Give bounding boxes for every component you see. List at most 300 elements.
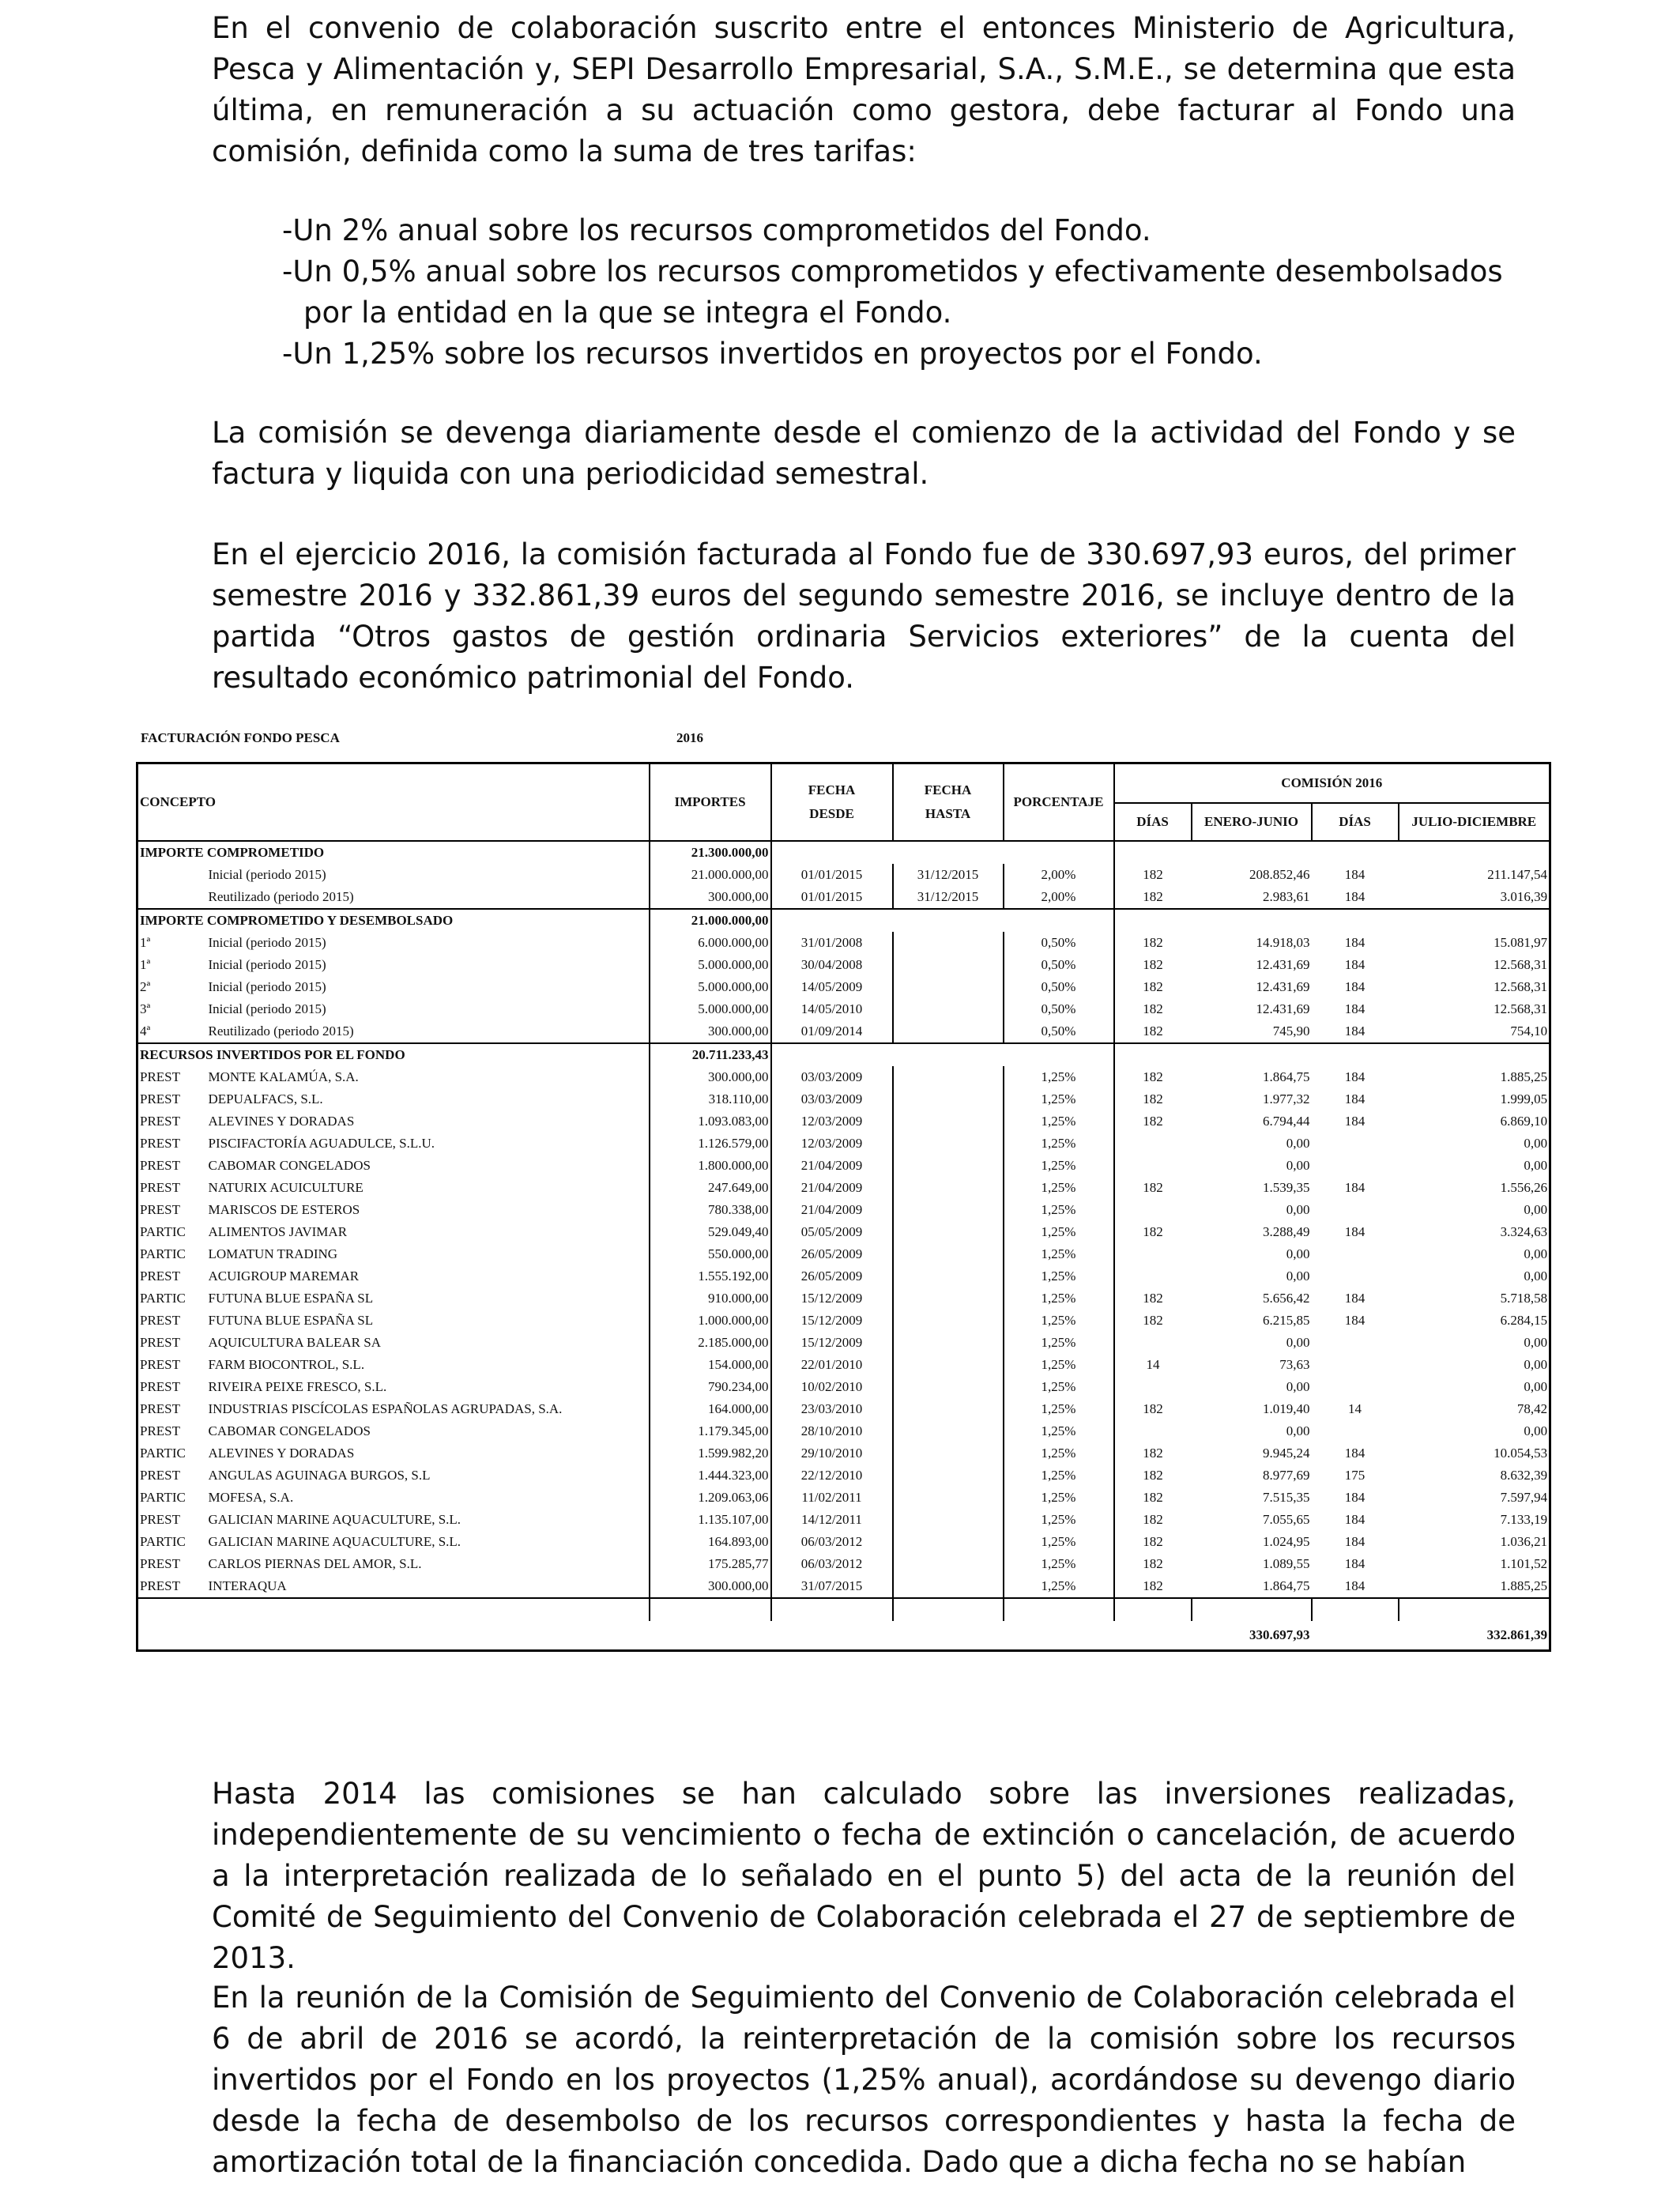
row-fecha-hasta xyxy=(893,1265,1004,1287)
row-importe: 247.649,00 xyxy=(650,1177,771,1199)
empty-cell xyxy=(1192,841,1312,864)
row-julio-diciembre: 12.568,31 xyxy=(1494,957,1548,972)
row-type: PREST xyxy=(140,1114,181,1129)
row-importe: 2.185.000,00 xyxy=(650,1332,771,1354)
row-type: PREST xyxy=(140,1468,181,1483)
row-dias-2: 175 xyxy=(1344,1468,1365,1483)
row-type: PARTIC xyxy=(140,1246,186,1261)
row-importe: 21.000.000,00 xyxy=(650,864,771,886)
row-porcentaje: 1,25% xyxy=(1004,1088,1114,1110)
empty-cell xyxy=(893,909,1004,932)
row-importe: 1.599.982,20 xyxy=(650,1442,771,1465)
row-concept: FUTUNA BLUE ESPAÑA SL xyxy=(208,1313,374,1328)
paragraph-hasta-2014: Hasta 2014 las comisiones se han calculado sobre las inversiones realizadas, independientemente de su vencimiento o fecha de extinción o cancelación, de acuerdo a la interpretación realizada de lo señalado en el punto 5) del acta de la reunión del Comité de Seguimiento del Convenio de Colaboración celebrada el 27 de septiembre de 2013. xyxy=(212,1777,1516,1975)
row-porcentaje: 1,25% xyxy=(1004,1465,1114,1487)
empty-cell xyxy=(893,1043,1004,1066)
row-dias-2: 184 xyxy=(1344,1578,1365,1593)
row-enero-junio: 1.024,95 xyxy=(1263,1534,1310,1549)
row-importe: 5.000.000,00 xyxy=(650,976,771,998)
row-fecha-desde: 01/01/2015 xyxy=(771,886,893,909)
row-dias-2 xyxy=(1312,1133,1399,1155)
row-fecha-desde: 06/03/2012 xyxy=(771,1553,893,1575)
row-julio-diciembre: 7.597,94 xyxy=(1500,1490,1548,1505)
table-row xyxy=(137,1575,1550,1598)
table-row xyxy=(137,1155,1550,1177)
table-row xyxy=(137,1243,1550,1265)
row-dias-1: 182 xyxy=(1114,1442,1192,1465)
row-type: PREST xyxy=(140,1091,181,1106)
row-enero-junio: 1.089,55 xyxy=(1263,1556,1310,1571)
row-enero-junio: 1.019,40 xyxy=(1263,1401,1310,1416)
row-julio-diciembre: 1.999,05 xyxy=(1500,1091,1548,1106)
row-fecha-desde: 29/10/2010 xyxy=(771,1442,893,1465)
empty-cell xyxy=(1004,909,1114,932)
row-dias-1 xyxy=(1114,1199,1192,1221)
table-row xyxy=(137,1177,1550,1199)
table-row xyxy=(137,1398,1550,1420)
row-fecha-hasta xyxy=(893,1332,1004,1354)
row-fecha-desde: 12/03/2009 xyxy=(771,1110,893,1133)
row-concept: CARLOS PIERNAS DEL AMOR, S.L. xyxy=(208,1556,422,1571)
section-title: IMPORTE COMPROMETIDO xyxy=(137,841,650,864)
row-enero-junio: 0,00 xyxy=(1286,1379,1310,1394)
row-porcentaje: 1,25% xyxy=(1004,1066,1114,1088)
row-dias-2: 184 xyxy=(1344,1023,1365,1039)
row-porcentaje: 0,50% xyxy=(1004,932,1114,954)
row-type: PREST xyxy=(140,1313,181,1328)
row-fecha-hasta xyxy=(893,954,1004,976)
table-row xyxy=(137,1332,1550,1354)
row-fecha-desde: 14/05/2010 xyxy=(771,998,893,1020)
row-dias-2: 184 xyxy=(1344,979,1365,994)
section-total: 21.000.000,00 xyxy=(650,909,771,932)
row-porcentaje: 1,25% xyxy=(1004,1376,1114,1398)
paragraph-convenio: En el convenio de colaboración suscrito entre el entonces Ministerio de Agricultura, Pesca y Alimentación y, SEPI Desarrollo Empresarial, S.A., S.M.E., se determina que esta última, en remuneración a su actuación como gestora, debe facturar al Fondo una comisión, definida como la suma de tres tarifas: xyxy=(212,11,1516,168)
row-enero-junio: 0,00 xyxy=(1286,1246,1310,1261)
row-julio-diciembre: 3.324,63 xyxy=(1500,1224,1548,1239)
row-type: PREST xyxy=(140,1401,181,1416)
row-importe: 164.893,00 xyxy=(650,1531,771,1553)
row-dias-2: 184 xyxy=(1344,1224,1365,1239)
row-enero-junio: 12.431,69 xyxy=(1256,1001,1310,1016)
row-julio-diciembre: 754,10 xyxy=(1510,1023,1548,1039)
row-julio-diciembre: 8.632,39 xyxy=(1500,1468,1548,1483)
row-importe: 780.338,00 xyxy=(650,1199,771,1221)
row-concept: ALIMENTOS JAVIMAR xyxy=(208,1224,348,1239)
row-fecha-hasta xyxy=(893,932,1004,954)
row-dias-2: 184 xyxy=(1344,1490,1365,1505)
facturacion-table xyxy=(136,762,1551,1652)
row-julio-diciembre: 0,00 xyxy=(1524,1246,1548,1261)
table-header xyxy=(137,763,1550,842)
row-porcentaje: 1,25% xyxy=(1004,1553,1114,1575)
row-dias-2: 184 xyxy=(1344,1446,1365,1461)
row-importe: 164.000,00 xyxy=(650,1398,771,1420)
empty-cell xyxy=(771,1043,893,1066)
row-fecha-hasta xyxy=(893,1575,1004,1598)
row-dias-1: 182 xyxy=(1114,1575,1192,1598)
row-porcentaje: 1,25% xyxy=(1004,1442,1114,1465)
row-concept: RIVEIRA PEIXE FRESCO, S.L. xyxy=(208,1379,387,1394)
row-dias-1: 182 xyxy=(1114,1287,1192,1310)
row-fecha-hasta xyxy=(893,1110,1004,1133)
row-enero-junio: 1.977,32 xyxy=(1263,1091,1310,1106)
row-dias-2: 184 xyxy=(1344,889,1365,904)
row-concept: Inicial (periodo 2015) xyxy=(208,957,326,972)
row-julio-diciembre: 0,00 xyxy=(1524,1357,1548,1372)
row-type: PREST xyxy=(140,1136,181,1151)
row-enero-junio: 0,00 xyxy=(1286,1269,1310,1284)
row-dias-2 xyxy=(1312,1243,1399,1265)
row-enero-junio: 2.983,61 xyxy=(1263,889,1310,904)
row-porcentaje: 1,25% xyxy=(1004,1177,1114,1199)
row-importe: 300.000,00 xyxy=(650,1575,771,1598)
row-dias-1: 182 xyxy=(1114,998,1192,1020)
empty-cell xyxy=(1004,841,1114,864)
row-type: PREST xyxy=(140,1335,181,1350)
row-julio-diciembre: 3.016,39 xyxy=(1500,889,1548,904)
section-header-row xyxy=(137,909,1550,932)
row-julio-diciembre: 211.147,54 xyxy=(1487,867,1548,882)
table-row xyxy=(137,1310,1550,1332)
row-fecha-desde: 31/07/2015 xyxy=(771,1575,893,1598)
row-dias-2: 184 xyxy=(1344,1180,1365,1195)
header-importes: IMPORTES xyxy=(650,763,771,842)
table-row xyxy=(137,1487,1550,1509)
row-enero-junio: 73,63 xyxy=(1279,1357,1310,1372)
row-porcentaje: 1,25% xyxy=(1004,1287,1114,1310)
section-total: 21.300.000,00 xyxy=(650,841,771,864)
row-fecha-desde: 21/04/2009 xyxy=(771,1199,893,1221)
row-type: PREST xyxy=(140,1069,181,1084)
row-fecha-hasta xyxy=(893,1133,1004,1155)
row-enero-junio: 7.055,65 xyxy=(1263,1512,1310,1527)
row-fecha-hasta xyxy=(893,1199,1004,1221)
row-dias-1 xyxy=(1114,1376,1192,1398)
empty-cell xyxy=(771,841,893,864)
row-fecha-desde: 10/02/2010 xyxy=(771,1376,893,1398)
row-enero-junio: 5.656,42 xyxy=(1263,1291,1310,1306)
row-porcentaje: 1,25% xyxy=(1004,1354,1114,1376)
row-concept: Inicial (periodo 2015) xyxy=(208,1001,326,1016)
paragraph-ejercicio-2016: En el ejercicio 2016, la comisión facturada al Fondo fue de 330.697,93 euros, del primer semestre 2016 y 332.861,39 euros del segundo semestre 2016, se incluye dentro de la partida “Otros gastos de gestión ordinaria Servicios exteriores” de la cuenta del resultado económico patrimonial del Fondo. xyxy=(212,537,1516,695)
row-importe: 550.000,00 xyxy=(650,1243,771,1265)
row-enero-junio: 1.864,75 xyxy=(1263,1578,1310,1593)
row-dias-1: 182 xyxy=(1114,976,1192,998)
empty-cell xyxy=(1192,1043,1312,1066)
row-fecha-hasta xyxy=(893,1354,1004,1376)
row-porcentaje: 0,50% xyxy=(1004,954,1114,976)
row-fecha-desde: 30/04/2008 xyxy=(771,954,893,976)
row-dias-2: 184 xyxy=(1344,1534,1365,1549)
bullet-tarifa-125: -Un 1,25% sobre los recursos invertidos en proyectos por el Fondo. xyxy=(282,337,1263,371)
table-row xyxy=(137,1465,1550,1487)
row-fecha-hasta xyxy=(893,1420,1004,1442)
row-concept: AQUICULTURA BALEAR SA xyxy=(208,1335,382,1350)
row-fecha-desde: 22/12/2010 xyxy=(771,1465,893,1487)
row-fecha-hasta xyxy=(893,1442,1004,1465)
row-fecha-desde: 14/12/2011 xyxy=(771,1509,893,1531)
header-comision-2016: COMISIÓN 2016 xyxy=(1114,763,1550,804)
row-type: PREST xyxy=(140,1379,181,1394)
row-concept: ALEVINES Y DORADAS xyxy=(208,1446,355,1461)
row-fecha-hasta: 31/12/2015 xyxy=(893,886,1004,909)
row-concept: INDUSTRIAS PISCÍCOLAS ESPAÑOLAS AGRUPADAS, S.A. xyxy=(208,1401,563,1416)
row-fecha-hasta xyxy=(893,976,1004,998)
row-enero-junio: 6.215,85 xyxy=(1263,1313,1310,1328)
row-concept: Reutilizado (periodo 2015) xyxy=(208,1023,354,1039)
row-enero-junio: 745,90 xyxy=(1272,1023,1310,1039)
row-importe: 1.444.323,00 xyxy=(650,1465,771,1487)
row-concept: ALEVINES Y DORADAS xyxy=(208,1114,355,1129)
row-fecha-desde: 05/05/2009 xyxy=(771,1221,893,1243)
row-concept: PISCIFACTORÍA AGUADULCE, S.L.U. xyxy=(208,1136,435,1151)
row-dias-1: 182 xyxy=(1114,1398,1192,1420)
row-dias-2: 184 xyxy=(1344,1512,1365,1527)
header-dias-2: DÍAS xyxy=(1312,803,1399,841)
row-porcentaje: 1,25% xyxy=(1004,1243,1114,1265)
row-fecha-desde: 03/03/2009 xyxy=(771,1088,893,1110)
row-julio-diciembre: 15.081,97 xyxy=(1494,935,1548,950)
row-dias-2: 184 xyxy=(1344,867,1365,882)
row-importe: 6.000.000,00 xyxy=(650,932,771,954)
row-enero-junio: 3.288,49 xyxy=(1263,1224,1310,1239)
row-porcentaje: 1,25% xyxy=(1004,1221,1114,1243)
row-dias-2: 184 xyxy=(1344,1313,1365,1328)
row-importe: 5.000.000,00 xyxy=(650,998,771,1020)
empty-cell xyxy=(1399,841,1550,864)
row-julio-diciembre: 1.556,26 xyxy=(1500,1180,1548,1195)
row-dias-1: 182 xyxy=(1114,954,1192,976)
row-concept: ANGULAS AGUINAGA BURGOS, S.L xyxy=(208,1468,431,1483)
row-dias-1 xyxy=(1114,1243,1192,1265)
row-julio-diciembre: 0,00 xyxy=(1524,1136,1548,1151)
row-fecha-hasta xyxy=(893,1553,1004,1575)
row-porcentaje: 1,25% xyxy=(1004,1199,1114,1221)
row-type: 4ª xyxy=(140,1023,151,1039)
row-porcentaje: 1,25% xyxy=(1004,1420,1114,1442)
row-dias-2 xyxy=(1312,1376,1399,1398)
row-enero-junio: 12.431,69 xyxy=(1256,979,1310,994)
row-concept: INTERAQUA xyxy=(208,1578,287,1593)
section-header-row xyxy=(137,1043,1550,1066)
row-type: 2ª xyxy=(140,979,151,994)
row-dias-2: 184 xyxy=(1344,1114,1365,1129)
header-enero-junio: ENERO-JUNIO xyxy=(1192,803,1312,841)
row-fecha-hasta xyxy=(893,1376,1004,1398)
row-concept: Reutilizado (periodo 2015) xyxy=(208,889,354,904)
row-porcentaje: 2,00% xyxy=(1004,886,1114,909)
row-fecha-hasta xyxy=(893,1221,1004,1243)
table-row xyxy=(137,1088,1550,1110)
row-enero-junio: 6.794,44 xyxy=(1263,1114,1310,1129)
row-importe: 1.800.000,00 xyxy=(650,1155,771,1177)
row-type: PARTIC xyxy=(140,1490,186,1505)
table-row xyxy=(137,954,1550,976)
row-type: PARTIC xyxy=(140,1224,186,1239)
row-dias-2 xyxy=(1312,1332,1399,1354)
row-julio-diciembre: 12.568,31 xyxy=(1494,979,1548,994)
row-concept: Inicial (periodo 2015) xyxy=(208,935,326,950)
row-importe: 318.110,00 xyxy=(650,1088,771,1110)
header-porcentaje: PORCENTAJE xyxy=(1004,763,1114,842)
row-type: 3ª xyxy=(140,1001,151,1016)
header-julio-diciembre: JULIO-DICIEMBRE xyxy=(1399,803,1550,841)
row-type: PARTIC xyxy=(140,1291,186,1306)
row-dias-1: 182 xyxy=(1114,1310,1192,1332)
row-importe: 1.000.000,00 xyxy=(650,1310,771,1332)
row-porcentaje: 1,25% xyxy=(1004,1575,1114,1598)
row-dias-1: 182 xyxy=(1114,1221,1192,1243)
row-dias-1: 182 xyxy=(1114,1020,1192,1043)
row-enero-junio: 1.864,75 xyxy=(1263,1069,1310,1084)
row-fecha-desde: 11/02/2011 xyxy=(771,1487,893,1509)
empty-cell xyxy=(1114,1043,1192,1066)
row-dias-1: 182 xyxy=(1114,864,1192,886)
table-row xyxy=(137,1509,1550,1531)
row-dias-2: 184 xyxy=(1344,935,1365,950)
row-julio-diciembre: 0,00 xyxy=(1524,1379,1548,1394)
empty-cell xyxy=(1399,1043,1550,1066)
row-porcentaje: 1,25% xyxy=(1004,1487,1114,1509)
table-row xyxy=(137,932,1550,954)
row-concept: MONTE KALAMÚA, S.A. xyxy=(208,1069,359,1084)
table-row xyxy=(137,1133,1550,1155)
row-julio-diciembre: 12.568,31 xyxy=(1494,1001,1548,1016)
row-dias-2: 184 xyxy=(1344,1556,1365,1571)
row-enero-junio: 0,00 xyxy=(1286,1202,1310,1217)
row-importe: 910.000,00 xyxy=(650,1287,771,1310)
row-dias-1: 182 xyxy=(1114,886,1192,909)
header-fecha-hasta: FECHA HASTA xyxy=(893,763,1004,842)
row-julio-diciembre: 1.885,25 xyxy=(1500,1069,1548,1084)
table-row xyxy=(137,1442,1550,1465)
row-concept: FARM BIOCONTROL, S.L. xyxy=(208,1357,365,1372)
row-dias-1: 182 xyxy=(1114,1066,1192,1088)
row-importe: 300.000,00 xyxy=(650,886,771,909)
row-fecha-hasta xyxy=(893,1398,1004,1420)
row-fecha-hasta xyxy=(893,1287,1004,1310)
row-importe: 1.555.192,00 xyxy=(650,1265,771,1287)
row-type: PREST xyxy=(140,1423,181,1438)
row-julio-diciembre: 0,00 xyxy=(1524,1269,1548,1284)
empty-cell xyxy=(1192,909,1312,932)
row-importe: 1.093.083,00 xyxy=(650,1110,771,1133)
row-concept: GALICIAN MARINE AQUACULTURE, S.L. xyxy=(208,1512,461,1527)
row-fecha-hasta xyxy=(893,1509,1004,1531)
row-fecha-desde: 22/01/2010 xyxy=(771,1354,893,1376)
row-dias-1 xyxy=(1114,1332,1192,1354)
row-dias-1: 182 xyxy=(1114,1531,1192,1553)
row-type: 1ª xyxy=(140,957,151,972)
row-julio-diciembre: 1.101,52 xyxy=(1500,1556,1548,1571)
row-concept: DEPUALFACS, S.L. xyxy=(208,1091,323,1106)
row-fecha-desde: 01/01/2015 xyxy=(771,864,893,886)
row-fecha-desde: 15/12/2009 xyxy=(771,1287,893,1310)
empty-cell xyxy=(1114,841,1192,864)
row-fecha-desde: 21/04/2009 xyxy=(771,1155,893,1177)
section-total: 20.711.233,43 xyxy=(650,1043,771,1066)
row-fecha-desde: 31/01/2008 xyxy=(771,932,893,954)
row-importe: 300.000,00 xyxy=(650,1020,771,1043)
row-dias-1: 182 xyxy=(1114,1509,1192,1531)
row-fecha-desde: 21/04/2009 xyxy=(771,1177,893,1199)
row-fecha-hasta xyxy=(893,1020,1004,1043)
row-dias-1: 182 xyxy=(1114,1487,1192,1509)
row-porcentaje: 1,25% xyxy=(1004,1332,1114,1354)
row-importe: 175.285,77 xyxy=(650,1553,771,1575)
row-type: PARTIC xyxy=(140,1534,186,1549)
row-dias-2: 184 xyxy=(1344,1069,1365,1084)
row-fecha-desde: 12/03/2009 xyxy=(771,1133,893,1155)
row-fecha-hasta xyxy=(893,1310,1004,1332)
row-porcentaje: 1,25% xyxy=(1004,1509,1114,1531)
row-enero-junio: 9.945,24 xyxy=(1263,1446,1310,1461)
header-concepto: CONCEPTO xyxy=(140,794,217,809)
row-fecha-hasta xyxy=(893,1177,1004,1199)
row-fecha-desde: 14/05/2009 xyxy=(771,976,893,998)
row-type: PREST xyxy=(140,1180,181,1195)
table-row xyxy=(137,886,1550,909)
empty-cell xyxy=(1399,909,1550,932)
table-row xyxy=(137,998,1550,1020)
row-julio-diciembre: 1.885,25 xyxy=(1500,1578,1548,1593)
row-fecha-desde: 26/05/2009 xyxy=(771,1243,893,1265)
row-porcentaje: 0,50% xyxy=(1004,998,1114,1020)
row-type: PREST xyxy=(140,1269,181,1284)
bullet-tarifa-05-line1: -Un 0,5% anual sobre los recursos comprometidos y efectivamente desembolsados xyxy=(282,254,1503,288)
table-footer xyxy=(137,1598,1550,1651)
bullet-tarifa-05 xyxy=(282,251,1516,334)
row-fecha-hasta: 31/12/2015 xyxy=(893,864,1004,886)
paragraph-devengo: La comisión se devenga diariamente desde el comienzo de la actividad del Fondo y se factura y liquida con una periodicidad semestral. xyxy=(212,416,1516,491)
row-porcentaje: 2,00% xyxy=(1004,864,1114,886)
total-enero-junio: 330.697,93 xyxy=(1249,1627,1310,1642)
row-porcentaje: 1,25% xyxy=(1004,1310,1114,1332)
table-row xyxy=(137,1531,1550,1553)
table-row xyxy=(137,1553,1550,1575)
row-julio-diciembre: 6.869,10 xyxy=(1500,1114,1548,1129)
row-type: PREST xyxy=(140,1512,181,1527)
row-dias-1 xyxy=(1114,1420,1192,1442)
row-porcentaje: 0,50% xyxy=(1004,1020,1114,1043)
empty-cell xyxy=(1004,1043,1114,1066)
section-header-row xyxy=(137,841,1550,864)
row-concept: FUTUNA BLUE ESPAÑA SL xyxy=(208,1291,374,1306)
row-dias-1: 14 xyxy=(1114,1354,1192,1376)
row-dias-2: 184 xyxy=(1344,1091,1365,1106)
row-fecha-hasta xyxy=(893,1465,1004,1487)
table-row xyxy=(137,1265,1550,1287)
empty-cell xyxy=(1312,1043,1399,1066)
empty-cell xyxy=(1114,909,1192,932)
table-row xyxy=(137,1376,1550,1398)
table-row xyxy=(137,1221,1550,1243)
row-dias-1: 182 xyxy=(1114,1110,1192,1133)
row-julio-diciembre: 5.718,58 xyxy=(1500,1291,1548,1306)
row-fecha-desde: 15/12/2009 xyxy=(771,1310,893,1332)
row-enero-junio: 7.515,35 xyxy=(1263,1490,1310,1505)
row-concept: NATURIX ACUICULTURE xyxy=(208,1180,363,1195)
row-importe: 300.000,00 xyxy=(650,1066,771,1088)
empty-cell xyxy=(893,841,1004,864)
row-enero-junio: 0,00 xyxy=(1286,1136,1310,1151)
row-porcentaje: 1,25% xyxy=(1004,1265,1114,1287)
row-type: PARTIC xyxy=(140,1446,186,1461)
row-concept: GALICIAN MARINE AQUACULTURE, S.L. xyxy=(208,1534,461,1549)
table-row xyxy=(137,1199,1550,1221)
row-concept: Inicial (periodo 2015) xyxy=(208,979,326,994)
